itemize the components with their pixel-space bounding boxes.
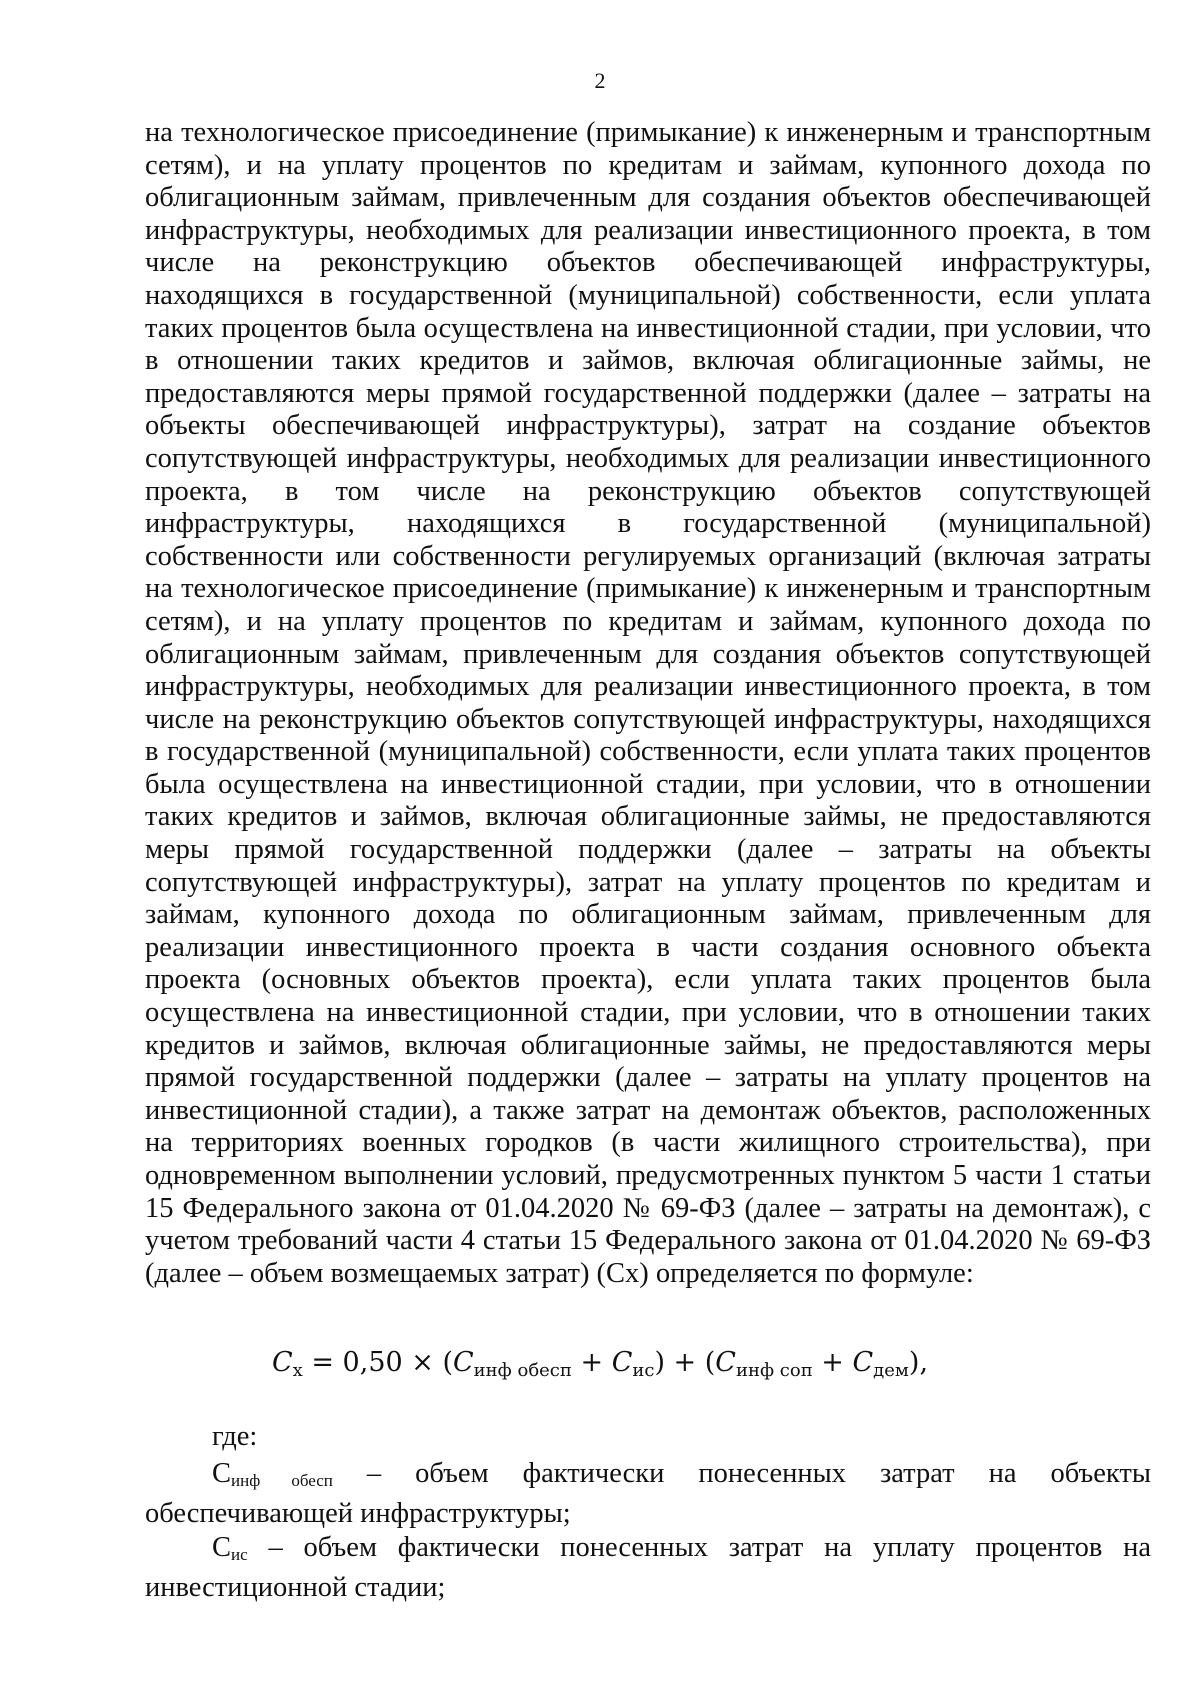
where-label: где: [212, 1421, 258, 1452]
formula-end: ), [908, 1347, 929, 1378]
formula-term-1: C [453, 1347, 474, 1378]
definition-symbol: C [212, 1458, 232, 1489]
definition-symbol: C [212, 1532, 232, 1563]
definition-text: – объем фактически понесенных затрат на объекты обеспечивающей инфраструктуры; [145, 1458, 1151, 1529]
formula-term-4-sub: дем [873, 1360, 909, 1381]
formula-lhs-sub: x [292, 1360, 303, 1381]
formula-term-4: C [852, 1347, 874, 1378]
definition-text: – объем фактически понесенных затрат на уплату процентов на инвестиционной стадии; [145, 1532, 1151, 1603]
formula-term-3-sub: инф соп [735, 1360, 813, 1381]
definition-item [145, 1458, 1151, 1530]
page-number: 2 [594, 68, 606, 93]
formula-term-3: C [715, 1347, 736, 1378]
formula-plus-1: + [571, 1347, 612, 1378]
formula-term-2-sub: ис [632, 1360, 655, 1381]
formula-term-2: C [611, 1347, 633, 1378]
definition-item [145, 1532, 1151, 1604]
formula [0, 1346, 1200, 1388]
formula-equals: = 0,50 × ( [302, 1347, 453, 1378]
formula-lhs: C [271, 1347, 293, 1378]
formula-mid: ) + ( [654, 1347, 716, 1378]
definition-symbol-sub: инф обесп [231, 1471, 333, 1490]
formula-term-1-sub: инф обесп [473, 1360, 572, 1381]
formula-plus-2: + [812, 1347, 853, 1378]
definition-symbol-sub: ис [231, 1545, 248, 1564]
main-paragraph: на технологическое присоединение (примыкание) к инженерным и транспортным сетям), и на уплату процентов по кредитам и займам, купонного дохода по облигационным займам, привлеченным для создания объектов обеспечивающей инфраструктуры, необходимых для реализации инвестиционного проекта, в том числе на реконструкцию объектов обеспечивающей инфраструктуры, находящихся в государственной (муниципальной) собственности, если уплата таких процентов была осуществлена на инвестиционной стадии, при условии, что в отношении таких кредитов и займов, включая облигационные займы, не предоставляются меры прямой государственной поддержки (далее – затраты на объекты обеспечивающей инфраструктуры), затрат на создание объектов сопутствующей инфраструктуры, необходимых для реализации инвестиционного проекта, в том числе на реконструкцию объектов сопутствующей инфраструктуры, находящихся в государственной (муниципальной) собственности или собственности регулируемых организаций (включая затраты на технологическое присоединение (примыкание) к инженерным и транспортным сетям), и на уплату процентов по кредитам и займам, купонного дохода по облигационным займам, привлеченным для создания объектов сопутствующей инфраструктуры, необходимых для реализации инвестиционного проекта, в том числе на реконструкцию объектов сопутствующей инфраструктуры, находящихся в государственной (муниципальной) собственности, если уплата таких процентов была осуществлена на инвестиционной стадии, при условии, что в отношении таких кредитов и займов, включая облигационные займы, не предоставляются меры прямой государственной поддержки (далее – затраты на объекты сопутствующей инфраструктуры), затрат на уплату процентов по кредитам и займам, купонного дохода по облигационным займам, привлеченным для реализации инвестиционного проекта в части создания основного объекта проекта (основных объектов проекта), если уплата таких процентов была осуществлена на инвестиционной стадии, при условии, что в отношении таких кредитов и займов, включая облигационные займы, не предоставляются меры прямой государственной поддержки (далее – затраты на уплату процентов на инвестиционной стадии), а также затрат на демонтаж объектов, расположенных на территориях военных городков (в части жилищного строительства), при одновременном выполнении условий, предусмотренных пунктом 5 части 1 статьи 15 Федерального закона от 01.04.2020 № 69-ФЗ (далее – затраты на демонтаж), с учетом требований части 4 статьи 15 Федерального закона от 01.04.2020 № 69-ФЗ (далее – объем возмещаемых затрат) (Cx) определяется по формуле: [145, 117, 1151, 1289]
